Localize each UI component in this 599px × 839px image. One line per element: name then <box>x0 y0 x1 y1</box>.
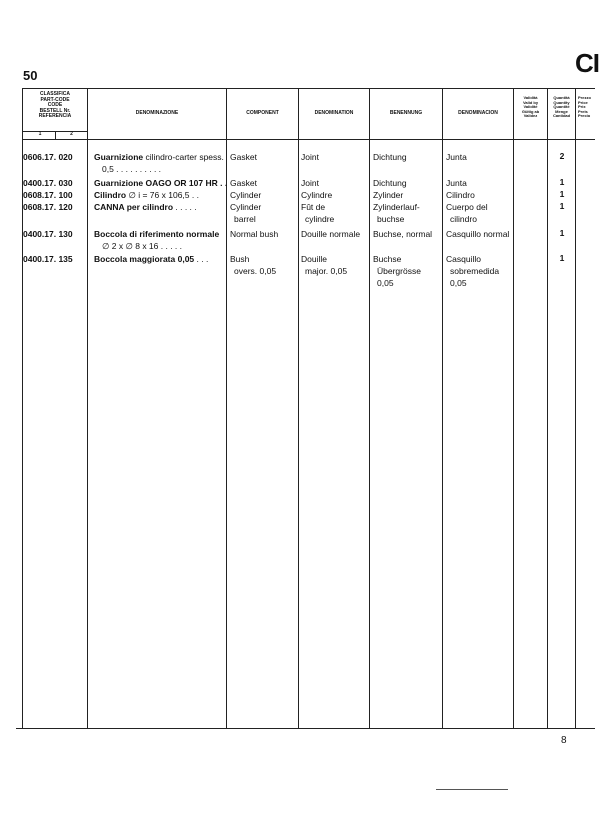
col-line-1 <box>87 88 88 728</box>
benennung: Buchse <box>373 254 402 264</box>
denominacion: Junta <box>446 152 467 162</box>
benennung: Zylinder <box>373 190 404 200</box>
denominacion: Cilindro <box>446 190 475 200</box>
col-line-3 <box>298 88 299 728</box>
denominacion-cont2: 0,05 <box>450 278 467 288</box>
benennung: Zylinderlauf- <box>373 202 420 212</box>
header-quantity: Quantità Quantity Quantité Menge Cantidad <box>552 95 571 119</box>
header-validity: Validità Valid by Validité Gültig ab Validez <box>521 95 540 119</box>
component-cont: barrel <box>234 214 256 224</box>
denominacion: Casquillo normal <box>446 229 510 239</box>
denominazione: Boccola maggiorata 0,05 . . . <box>94 254 209 264</box>
header-denominacion: DENOMINACION <box>458 110 498 116</box>
denomination: Joint <box>301 178 319 188</box>
part-code: 0608.17. 100 <box>23 190 73 200</box>
benennung-cont: buchse <box>377 214 405 224</box>
denomination-cont: major. 0,05 <box>305 266 348 276</box>
table-top-line <box>22 88 595 89</box>
denomination: Douille <box>301 254 327 264</box>
col-line-6 <box>513 88 514 728</box>
denominacion: Cuerpo del <box>446 202 488 212</box>
header-benennung: BENENNUNG <box>389 110 423 116</box>
benennung: Dichtung <box>373 152 407 162</box>
denominazione-cont: ∅ 2 x ∅ 8 x 16 . . . . . <box>102 241 183 251</box>
part-code: 0400.17. 135 <box>23 254 73 264</box>
denominazione: Cilindro ∅ i = 76 x 106,5 . . <box>94 190 199 200</box>
component: Gasket <box>230 178 257 188</box>
denomination: Cylindre <box>301 190 333 200</box>
component: Normal bush <box>230 229 279 239</box>
part-code: 0400.17. 130 <box>23 229 73 239</box>
denominacion: Junta <box>446 178 467 188</box>
benennung: Dichtung <box>373 178 407 188</box>
footer-number: 8 <box>561 735 567 746</box>
denominazione: Boccola di riferimento normale <box>94 229 220 239</box>
quantity: 1 <box>559 177 565 187</box>
subcol-1: 1 <box>38 131 42 137</box>
denomination: Fût de <box>301 202 326 212</box>
component: Cylinder <box>230 202 262 212</box>
denominazione: Guarnizione OAGO OR 107 HR . . <box>94 178 228 188</box>
denomination: Joint <box>301 152 319 162</box>
part-code: 0400.17. 030 <box>23 178 73 188</box>
benennung-cont2: 0,05 <box>377 278 394 288</box>
denominazione: CANNA per cilindro . . . . . <box>94 202 197 212</box>
page-number: 50 <box>23 68 38 83</box>
component: Cylinder <box>230 190 262 200</box>
header-component: COMPONENT <box>246 110 279 116</box>
denominacion-cont: cilindro <box>450 214 477 224</box>
quantity: 1 <box>559 189 565 199</box>
benennung-cont: Übergrösse <box>377 266 421 276</box>
brand-logo: CI <box>575 48 599 78</box>
quantity: 1 <box>559 228 565 238</box>
header-denomination: DENOMINATION <box>314 110 354 116</box>
part-code: 0608.17. 120 <box>23 202 73 212</box>
classification-header: CLASSIFICA PART-CODE CODE BESTELL Nr. REFERENCIA <box>38 91 72 119</box>
part-code: 0606.17. 020 <box>23 152 73 162</box>
denomination-cont: cylindre <box>305 214 335 224</box>
component-cont: overs. 0,05 <box>234 266 277 276</box>
table-bottom-line <box>16 728 595 729</box>
header-denominazione: DENOMINAZIONE <box>135 110 179 116</box>
component: Bush <box>230 254 250 264</box>
denominazione: Guarnizione cilindro-carter spess. <box>94 152 224 162</box>
col-line-4 <box>369 88 370 728</box>
denominacion: Casquillo <box>446 254 481 264</box>
col-line-5 <box>442 88 443 728</box>
component: Gasket <box>230 152 257 162</box>
header-price: Prezzo Price Prix Preis Precio <box>578 95 591 119</box>
quantity: 1 <box>559 201 565 211</box>
scan-mark <box>436 789 508 790</box>
denomination: Douille normale <box>301 229 361 239</box>
header-bottom-line <box>22 139 595 140</box>
denominazione-cont: 0,5 . . . . . . . . . . <box>102 164 162 174</box>
benennung: Buchse, normal <box>373 229 433 239</box>
subcol-2: 2 <box>70 131 73 137</box>
quantity: 1 <box>559 253 565 263</box>
quantity: 2 <box>559 151 565 161</box>
denominacion-cont: sobremedida <box>450 266 500 276</box>
